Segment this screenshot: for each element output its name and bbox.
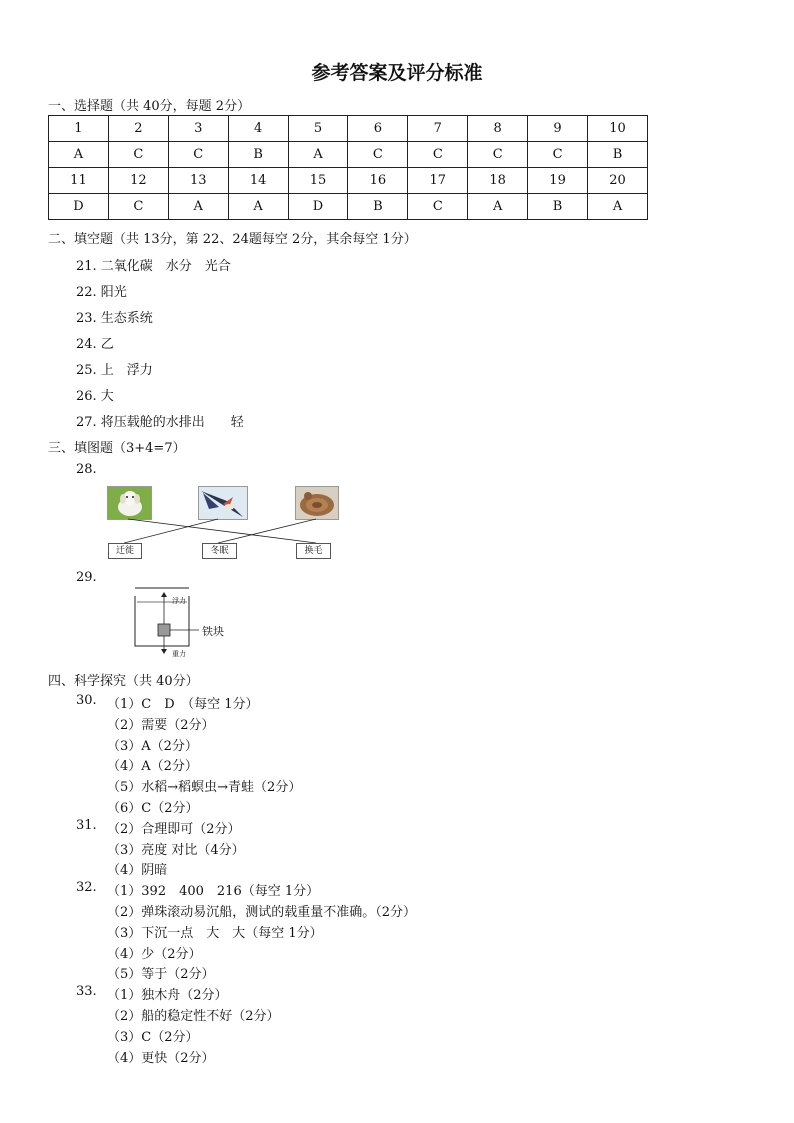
question-number-cell: 8 — [468, 116, 528, 142]
answer-cell: A — [288, 142, 348, 168]
answer-cell: B — [528, 194, 588, 220]
answer-cell: C — [108, 142, 168, 168]
question-number: 30. — [76, 693, 97, 708]
answer-line: （4）A（2分） — [107, 759, 198, 775]
section1-heading: 一、选择题（共 40分，每题 2分） — [48, 99, 251, 114]
question-number: 31. — [76, 817, 97, 833]
gravity-label: 重力 — [172, 650, 186, 658]
section2-heading: 二、填空题（共 13分，第 22、24题每空 2分，其余每空 1分） — [48, 232, 417, 247]
answer-cell: C — [348, 142, 408, 168]
label-hibernate: 冬眠 — [202, 543, 237, 559]
question-number-cell: 13 — [168, 168, 228, 194]
answer-cell: D — [49, 194, 109, 220]
iron-block-label: 铁块 — [202, 625, 224, 638]
question-number: 33. — [76, 984, 97, 1000]
question-number: 32. — [76, 880, 97, 896]
answer-cell: C — [468, 142, 528, 168]
question-number-cell: 3 — [168, 116, 228, 142]
label-migrate: 迁徙 — [108, 543, 142, 559]
q29-number: 29. — [76, 570, 97, 585]
answer-line: （3）亮度 对比（4分） — [107, 842, 245, 858]
answer-cell: A — [468, 194, 528, 220]
answer-cell: D — [288, 194, 348, 220]
question-number-cell: 7 — [408, 116, 468, 142]
answer-line: （1）独木舟（2分） — [107, 988, 228, 1004]
question-number-cell: 14 — [228, 168, 288, 194]
answer-line: （2）弹珠滚动易沉船，测试的载重量不准确。（2分） — [107, 905, 417, 920]
question-number-cell: 20 — [588, 168, 648, 194]
question-number-cell: 18 — [468, 168, 528, 194]
question-number-cell: 12 — [108, 168, 168, 194]
answer-cell: A — [228, 194, 288, 220]
table-row — [49, 168, 648, 194]
fill-answer-item: 23. 生态系统 — [76, 311, 153, 326]
fill-answer-item: 24. 乙 — [76, 337, 114, 352]
fill-answer-item: 25. 上 浮力 — [76, 363, 153, 378]
answer-line: （2）船的稳定性不好（2分） — [107, 1009, 280, 1024]
question-number-cell: 19 — [528, 168, 588, 194]
answer-line: （4）更快（2分） — [107, 1050, 215, 1066]
answer-cell: C — [168, 142, 228, 168]
table-row — [49, 142, 648, 168]
answer-cell: B — [588, 142, 648, 168]
answer-cell: C — [108, 194, 168, 220]
question-number-cell: 5 — [288, 116, 348, 142]
section4-heading: 四、科学探究（共 40分） — [48, 674, 199, 689]
answer-line: （5）等于（2分） — [107, 967, 215, 983]
fill-answer-item: 21. 二氧化碳 水分 光合 — [76, 259, 231, 274]
answer-line: （4）少（2分） — [107, 946, 202, 962]
answer-line: （3）A（2分） — [107, 738, 198, 754]
question-number-cell: 6 — [348, 116, 408, 142]
answer-cell: C — [408, 194, 468, 220]
question-number-cell: 15 — [288, 168, 348, 194]
answer-line: （1）C D （每空 1分） — [107, 697, 259, 712]
answer-cell: A — [49, 142, 109, 168]
answer-line: （3）C（2分） — [107, 1029, 199, 1045]
answer-line: （5）水稻→稻螟虫→青蛙（2分） — [107, 780, 302, 796]
answer-cell: B — [228, 142, 288, 168]
answer-table — [48, 115, 648, 220]
answer-line: （6）C（2分） — [107, 801, 199, 816]
q28-number: 28. — [76, 462, 97, 477]
answer-line: （2）合理即可（2分） — [107, 821, 241, 837]
answer-cell: A — [168, 194, 228, 220]
answer-cell: A — [588, 194, 648, 220]
fill-answer-item: 26. 大 — [76, 389, 114, 404]
question-number-cell: 4 — [228, 116, 288, 142]
question-number-cell: 2 — [108, 116, 168, 142]
question-number-cell: 9 — [528, 116, 588, 142]
fill-answer-item: 27. 将压载舱的水排出 轻 — [76, 415, 244, 430]
table-row — [49, 194, 648, 220]
answer-cell: B — [348, 194, 408, 220]
question-number-cell: 16 — [348, 168, 408, 194]
question-number-cell: 10 — [588, 116, 648, 142]
answer-cell: C — [528, 142, 588, 168]
answer-line: （3）下沉一点 大 大（每空 1分） — [107, 925, 323, 941]
answer-line: （4）阴暗 — [107, 863, 168, 879]
answer-cell: C — [408, 142, 468, 168]
question-number-cell: 1 — [49, 116, 109, 142]
question-number-cell: 17 — [408, 168, 468, 194]
answer-line: （1）392 400 216（每空 1分） — [107, 884, 320, 900]
label-molt: 换毛 — [296, 543, 331, 559]
table-row — [49, 116, 648, 142]
page-title: 参考答案及评分标准 — [311, 62, 483, 84]
answer-line: （2）需要（2分） — [107, 717, 215, 733]
question-number-cell: 11 — [49, 168, 109, 194]
fill-answer-item: 22. 阳光 — [76, 285, 127, 300]
buoyancy-label: 浮力 — [172, 597, 186, 605]
section3-heading: 三、填图题（3+4=7） — [48, 441, 186, 456]
